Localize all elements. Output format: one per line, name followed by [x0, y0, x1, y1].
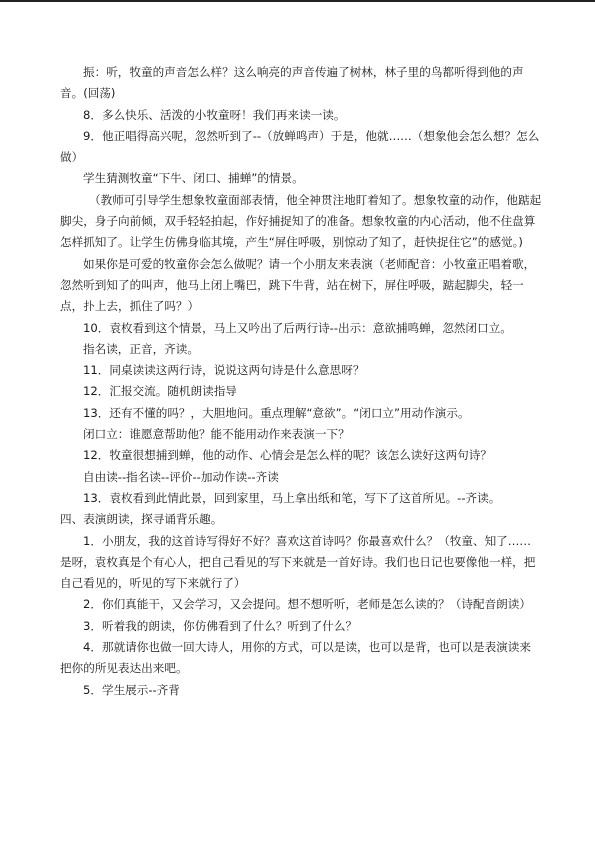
- paragraph: 闭口立：谁愿意帮助他？能不能用动作来表演一下？: [83, 427, 350, 442]
- paragraph: 自由读--指名读--评价--加动作读--齐读: [83, 469, 279, 484]
- paragraph: 4．那就请你也做一回大诗人，用你的方式，可以是读，也可以是背，也可以是表演读来把你的所见表达出来吧。: [60, 640, 531, 676]
- paragraph: 振：听，牧童的声音怎么样？这么响亮的声音传遍了树林，林子里的鸟都听得到他的声音。(回荡): [60, 65, 524, 101]
- section-heading: 四、表演朗读，探寻诵背乐趣。: [60, 512, 223, 527]
- paragraph: 9．他正唱得高兴呢，忽然听到了--（放蝉鸣声）于是，他就……（想象他会怎么想？怎么做）: [60, 128, 540, 165]
- document-body: [60, 62, 542, 701]
- paragraph: 13．还有不懂的吗？，大胆地问。重点理解“意欲”。“闭口立”用动作演示。: [83, 405, 470, 420]
- paragraph: 13．袁枚看到此情此景，回到家里，马上拿出纸和笔，写下了这首所见。--齐读。: [83, 490, 501, 505]
- paragraph: 学生猜测牧童“下牛、闭口、捕蝉”的情景。: [83, 171, 304, 186]
- paragraph: 如果你是可爱的牧童你会怎么做呢？请一个小朋友来表演（老师配音：小牧童正唱着歌，忽然听到知了的叫声，他马上闭上嘴巴，跳下牛背，站在树下，屏住呼吸，踮起脚尖，轻一点，扑上去，抓住了吗？）: [60, 256, 536, 314]
- paragraph: 1．小朋友，我的这首诗写得好不好？喜欢这首诗吗？你最喜欢什么？（牧童、知了……是呀，袁枚真是个有心人，把自己看见的写下来就是一首好诗。我们也日记也要像他一样，把自己看见的，听见的写下来就行了）: [60, 533, 536, 591]
- paragraph: 12．汇报交流。随机朗读指导: [83, 384, 237, 399]
- paragraph: 12．牧童很想捕到蝉，他的动作、心情会是怎么样的呢？该怎么读好这两句诗？: [83, 448, 492, 463]
- paragraph: （教师可引导学生想象牧童面部表情，他全神贯注地盯着知了。想象牧童的动作，他踮起脚尖，身子向前倾，双手轻轻拍起，作好捕捉知了的准备。想象牧童的内心活动，他不住盘算怎样抓知了。让学生仿佛身临其境，产生“屏住呼吸，别惊动了知了，赶快捉住它”的感觉。): [60, 192, 542, 250]
- paragraph: 8．多么快乐、活泼的小牧童呀！我们再来读一读。: [83, 107, 346, 122]
- paragraph: 指名读，正音，齐读。: [83, 341, 199, 356]
- paragraph: 3．听着我的朗读，你仿佛看到了什么？听到了什么？: [83, 618, 358, 633]
- paragraph: 11．同桌读读这两行诗，说说这两句诗是什么意思呀？: [83, 363, 365, 378]
- paragraph: 5．学生展示--齐背: [83, 682, 180, 697]
- paragraph: 2．你们真能干，又会学习，又会提问。想不想听听，老师是怎么读的？（诗配音朗读）: [83, 597, 531, 612]
- paragraph: 10．袁枚看到这个情景，马上又吟出了后两行诗--出示：意欲捕鸣蝉，忽然闭口立。: [83, 320, 512, 335]
- page-top-rule: [0, 0, 595, 2]
